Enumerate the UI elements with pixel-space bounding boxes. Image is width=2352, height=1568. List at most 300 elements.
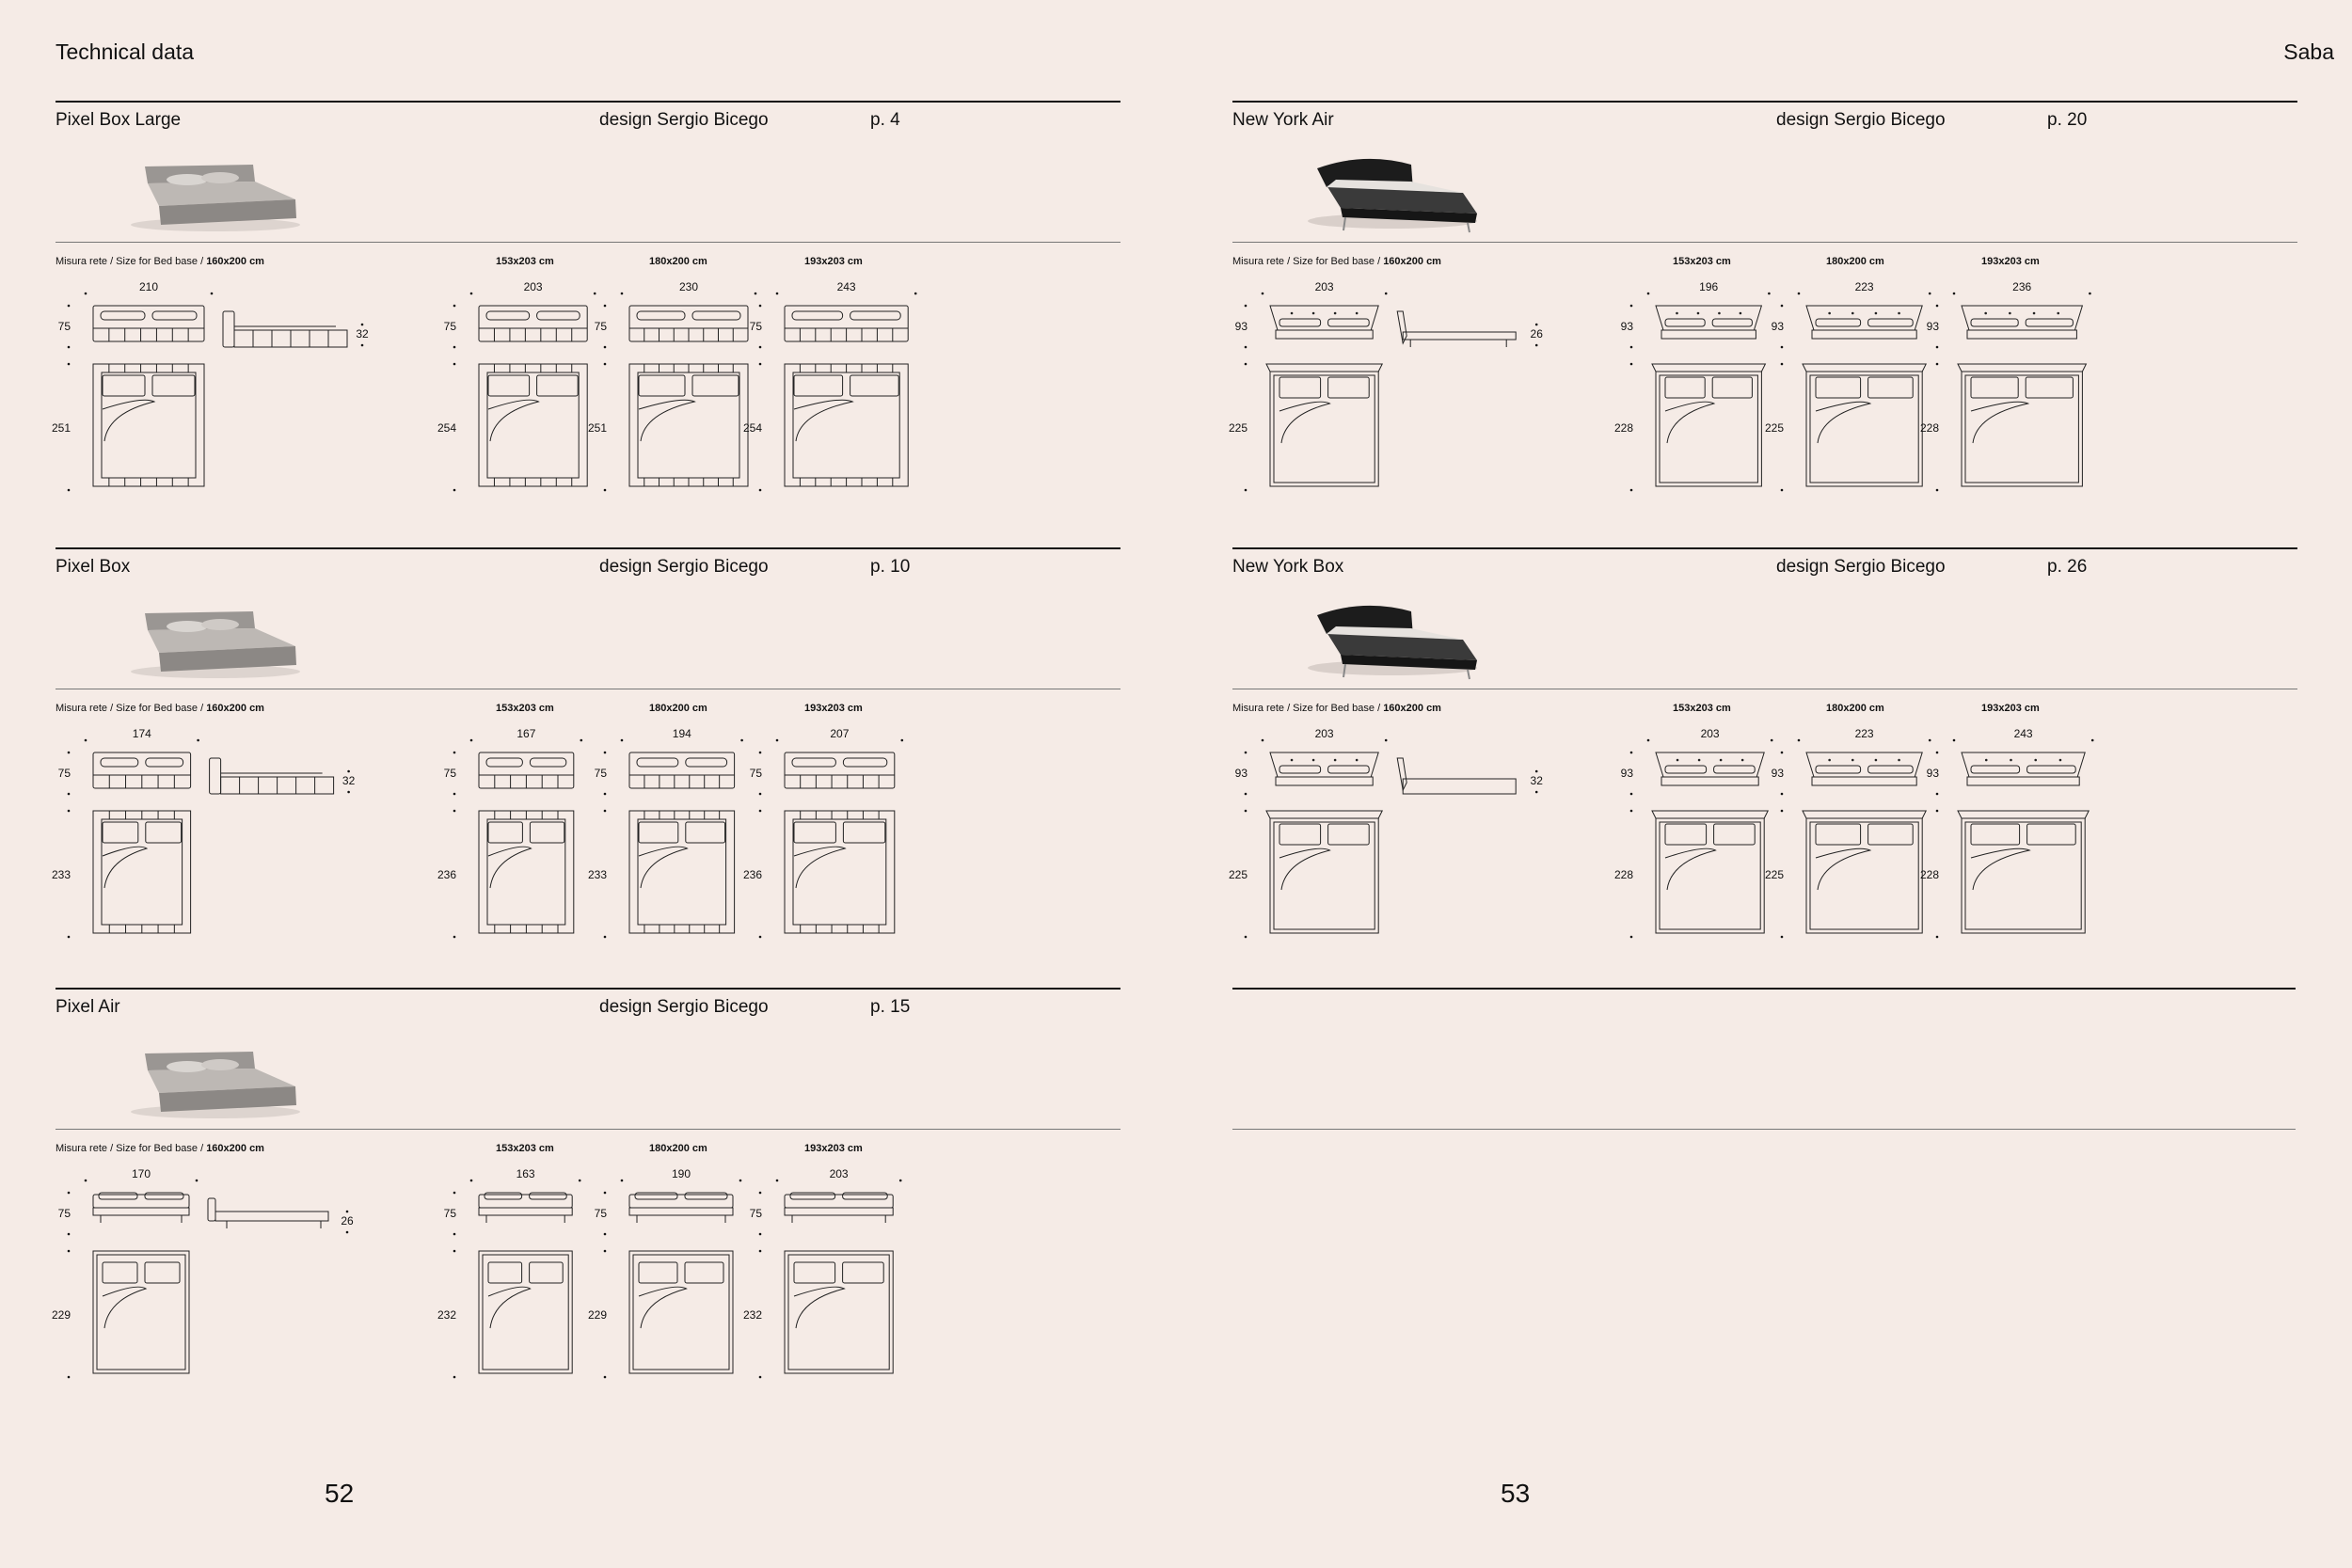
dimension-tick [1262, 739, 1264, 742]
dimension-tick [347, 791, 350, 794]
width-dimension: 167 [516, 727, 536, 740]
dimension-tick [1936, 346, 1939, 349]
product-photo [121, 1035, 310, 1119]
dimension-tick [759, 1250, 762, 1253]
width-dimension: 230 [678, 280, 699, 293]
size-note-prefix: Misura rete / Size for Bed base / [1232, 256, 1384, 267]
bed-photo [131, 165, 300, 231]
dimension-tick [604, 752, 607, 754]
dimension-tick [453, 936, 456, 939]
dimension-tick [1630, 363, 1633, 366]
height-dimension: 93 [1620, 767, 1633, 780]
size-variant-label: 193x203 cm [804, 1143, 863, 1154]
size-note-prefix: Misura rete / Size for Bed base / [1232, 703, 1384, 714]
empty-section-rule [1232, 988, 2296, 990]
length-dimension: 225 [1764, 421, 1784, 435]
designer-credit: design Sergio Bicego [599, 997, 769, 1017]
width-dimension: 163 [516, 1167, 535, 1180]
side-height-dimension: 32 [1530, 774, 1543, 787]
technical-drawings [51, 270, 1120, 552]
length-dimension: 225 [1228, 421, 1248, 435]
dimension-tick [68, 1250, 71, 1253]
plan-view-drawing [93, 1251, 189, 1373]
dimension-tick [1245, 346, 1248, 349]
size-note-value: 160x200 cm [1383, 256, 1441, 267]
plan-view-drawing [93, 364, 204, 486]
length-dimension: 236 [742, 868, 762, 881]
length-dimension: 251 [51, 421, 71, 435]
dimension-tick [759, 1233, 762, 1236]
height-dimension: 93 [1620, 320, 1633, 333]
dimension-tick [68, 489, 71, 492]
dimension-tick [759, 489, 762, 492]
dimension-tick [1245, 810, 1248, 813]
technical-drawings [1228, 717, 2297, 999]
dimension-tick [1630, 810, 1633, 813]
front-elevation-drawing [1270, 752, 1378, 785]
height-dimension: 93 [1234, 767, 1248, 780]
dimension-tick [1936, 305, 1939, 308]
dimension-tick [68, 810, 71, 813]
width-dimension: 243 [2013, 727, 2033, 740]
front-elevation-drawing [1806, 306, 1922, 339]
front-elevation-drawing [1656, 306, 1761, 339]
height-dimension: 75 [594, 767, 607, 780]
dimension-tick [453, 363, 456, 366]
dimension-tick [361, 324, 364, 326]
size-note-value: 160x200 cm [206, 256, 264, 267]
dimension-tick [1630, 305, 1633, 308]
bed-photo [1308, 606, 1477, 679]
dimension-tick [1385, 293, 1388, 295]
bed-photo [131, 1052, 300, 1118]
dimension-tick [2089, 293, 2091, 295]
size-note-prefix: Misura rete / Size for Bed base / [56, 256, 207, 267]
dimension-tick [594, 293, 596, 295]
dimension-tick [621, 293, 624, 295]
dimension-tick [899, 1180, 902, 1182]
dimension-tick [453, 810, 456, 813]
front-elevation-drawing [1270, 306, 1378, 339]
dimension-tick [580, 739, 583, 742]
designer-credit: design Sergio Bicego [1776, 110, 1946, 130]
height-dimension: 93 [1771, 320, 1784, 333]
size-note-value: 160x200 cm [1383, 703, 1441, 714]
dimension-tick [470, 293, 473, 295]
plan-view-drawing [629, 1251, 733, 1373]
size-variant-label: 153x203 cm [496, 256, 554, 267]
size-variant-label: 180x200 cm [1826, 256, 1884, 267]
dimension-tick [1936, 793, 1939, 796]
dimension-tick [759, 305, 762, 308]
dimension-tick [579, 1180, 581, 1182]
side-height-dimension: 32 [342, 774, 356, 787]
size-variant-label: 180x200 cm [1826, 703, 1884, 714]
height-dimension: 75 [57, 320, 71, 333]
page-number-left: 52 [325, 1479, 355, 1508]
dimension-tick [604, 793, 607, 796]
dimension-tick [1781, 305, 1784, 308]
dimension-tick [1535, 324, 1538, 326]
page-number-right: 53 [1501, 1479, 1531, 1508]
dimension-tick [604, 346, 607, 349]
dimension-tick [604, 810, 607, 813]
dimension-tick [755, 293, 757, 295]
bed-photo [1308, 159, 1477, 232]
dimension-tick [759, 1192, 762, 1195]
dimension-tick [68, 936, 71, 939]
product-photo [1298, 594, 1486, 679]
height-dimension: 93 [1771, 767, 1784, 780]
dimension-tick [1262, 293, 1264, 295]
width-dimension: 203 [829, 1167, 849, 1180]
product-section [51, 547, 1120, 990]
dimension-tick [1929, 739, 1931, 742]
dimension-tick [453, 1233, 456, 1236]
dimension-tick [1245, 363, 1248, 366]
size-note-value: 160x200 cm [206, 1143, 264, 1154]
page-reference: p. 4 [870, 110, 900, 130]
dimension-tick [621, 1180, 624, 1182]
dimension-tick [453, 489, 456, 492]
section-top-rule [56, 547, 1120, 549]
plan-view-drawing [1652, 811, 1768, 933]
side-elevation-drawing [1397, 311, 1516, 347]
product-title: Pixel Box Large [56, 110, 182, 130]
dimension-tick [85, 1180, 87, 1182]
dimension-tick [85, 739, 87, 742]
length-dimension: 228 [1613, 421, 1633, 435]
dimension-tick [759, 936, 762, 939]
section-divider [56, 1129, 1120, 1130]
size-note-value: 160x200 cm [206, 703, 264, 714]
height-dimension: 75 [443, 767, 456, 780]
size-variant-label: 193x203 cm [1981, 256, 2040, 267]
width-dimension: 203 [1314, 727, 1334, 740]
size-note [56, 256, 264, 267]
dimension-tick [1647, 739, 1650, 742]
dimension-tick [1535, 791, 1538, 794]
page-reference: p. 26 [2047, 557, 2088, 577]
front-elevation-drawing [479, 752, 574, 788]
height-dimension: 93 [1234, 320, 1248, 333]
dimension-tick [604, 1376, 607, 1379]
dimension-tick [197, 739, 199, 742]
plan-view-drawing [1266, 364, 1382, 486]
size-variant-label: 153x203 cm [496, 1143, 554, 1154]
plan-view-drawing [629, 364, 748, 486]
width-dimension: 203 [523, 280, 543, 293]
size-variant-label: 153x203 cm [1673, 703, 1731, 714]
dimension-tick [604, 489, 607, 492]
dimension-tick [1245, 752, 1248, 754]
dimension-tick [739, 1180, 742, 1182]
dimension-tick [1630, 936, 1633, 939]
height-dimension: 75 [57, 1207, 71, 1220]
dimension-tick [1245, 305, 1248, 308]
dimension-tick [347, 770, 350, 773]
length-dimension: 254 [437, 421, 456, 435]
plan-view-drawing [785, 811, 895, 933]
front-elevation-drawing [785, 752, 895, 788]
width-dimension: 194 [672, 727, 691, 740]
dimension-tick [1929, 293, 1931, 295]
technical-drawings [51, 1157, 1120, 1439]
width-dimension: 203 [1700, 727, 1720, 740]
empty-section-divider [1232, 1129, 2296, 1130]
dimension-tick [1781, 752, 1784, 754]
dimension-tick [1630, 346, 1633, 349]
dimension-tick [621, 739, 624, 742]
dimension-tick [196, 1180, 199, 1182]
product-photo [121, 594, 310, 679]
size-note [1232, 703, 1441, 714]
plan-view-drawing [629, 811, 735, 933]
dimension-tick [68, 752, 71, 754]
product-section [51, 988, 1120, 1430]
length-dimension: 254 [742, 421, 762, 435]
height-dimension: 75 [594, 320, 607, 333]
height-dimension: 75 [749, 320, 762, 333]
height-dimension: 75 [443, 1207, 456, 1220]
plan-view-drawing [1803, 364, 1926, 486]
plan-view-drawing [93, 811, 191, 933]
front-elevation-drawing [93, 752, 191, 788]
dimension-tick [361, 344, 364, 347]
product-title: Pixel Box [56, 557, 131, 577]
width-dimension: 223 [1854, 280, 1874, 293]
width-dimension: 223 [1854, 727, 1874, 740]
bed-photo [131, 611, 300, 678]
front-elevation-drawing [1806, 752, 1922, 785]
plan-view-drawing [1803, 811, 1926, 933]
dimension-tick [1781, 489, 1784, 492]
plan-view-drawing [479, 364, 587, 486]
length-dimension: 228 [1919, 421, 1939, 435]
front-elevation-drawing [785, 306, 908, 341]
dimension-tick [1936, 810, 1939, 813]
dimension-tick [1936, 363, 1939, 366]
page-reference: p. 20 [2047, 110, 2088, 130]
width-dimension: 170 [131, 1167, 151, 1180]
side-elevation-drawing [1397, 758, 1516, 794]
height-dimension: 75 [57, 767, 71, 780]
dimension-tick [1936, 936, 1939, 939]
plan-view-drawing [1958, 811, 2089, 933]
dimension-tick [776, 1180, 779, 1182]
section-divider [56, 242, 1120, 243]
dimension-tick [604, 363, 607, 366]
dimension-tick [453, 1192, 456, 1195]
width-dimension: 174 [132, 727, 151, 740]
product-section [1228, 547, 2297, 990]
height-dimension: 75 [749, 767, 762, 780]
dimension-tick [1953, 293, 1956, 295]
dimension-tick [776, 293, 779, 295]
dimension-tick [211, 293, 214, 295]
front-elevation-drawing [629, 752, 735, 788]
dimension-tick [1936, 752, 1939, 754]
dimension-tick [453, 305, 456, 308]
dimension-tick [2091, 739, 2094, 742]
front-elevation-drawing [1962, 752, 2085, 785]
technical-drawings [1228, 270, 2297, 552]
size-note [56, 703, 264, 714]
size-variant-label: 193x203 cm [804, 256, 863, 267]
dimension-tick [604, 1233, 607, 1236]
dimension-tick [759, 363, 762, 366]
dimension-tick [914, 293, 917, 295]
side-elevation-drawing [208, 1198, 328, 1228]
width-dimension: 203 [1314, 280, 1334, 293]
page-reference: p. 15 [870, 997, 911, 1017]
height-dimension: 75 [749, 1207, 762, 1220]
dimension-tick [1245, 793, 1248, 796]
width-dimension: 207 [830, 727, 850, 740]
dimension-tick [1771, 739, 1773, 742]
dimension-tick [740, 739, 743, 742]
dimension-tick [1245, 489, 1248, 492]
dimension-tick [470, 739, 473, 742]
dimension-tick [1647, 293, 1650, 295]
dimension-tick [453, 1376, 456, 1379]
length-dimension: 225 [1228, 868, 1248, 881]
size-variant-label: 180x200 cm [649, 256, 707, 267]
size-variant-label: 193x203 cm [1981, 703, 2040, 714]
designer-credit: design Sergio Bicego [1776, 557, 1946, 577]
dimension-tick [1798, 293, 1801, 295]
length-dimension: 232 [437, 1308, 456, 1322]
product-photo [121, 148, 310, 232]
dimension-tick [453, 793, 456, 796]
product-title: Pixel Air [56, 997, 120, 1017]
technical-drawings [51, 717, 1120, 999]
dimension-tick [1385, 739, 1388, 742]
dimension-tick [68, 1192, 71, 1195]
length-dimension: 229 [587, 1308, 607, 1322]
dimension-tick [1630, 752, 1633, 754]
dimension-tick [604, 1192, 607, 1195]
size-variant-label: 193x203 cm [804, 703, 863, 714]
front-elevation-drawing [1656, 752, 1764, 785]
dimension-tick [1781, 793, 1784, 796]
dimension-tick [1630, 793, 1633, 796]
dimension-tick [68, 793, 71, 796]
page-header-left: Technical data [56, 40, 195, 64]
dimension-tick [453, 752, 456, 754]
width-dimension: 196 [1699, 280, 1719, 293]
size-note-prefix: Misura rete / Size for Bed base / [56, 1143, 207, 1154]
front-elevation-drawing [479, 306, 587, 341]
product-photo [1298, 148, 1486, 232]
width-dimension: 210 [138, 280, 159, 293]
dimension-tick [1781, 810, 1784, 813]
dimension-tick [68, 363, 71, 366]
dimension-tick [346, 1211, 349, 1213]
product-title: New York Air [1232, 110, 1334, 130]
dimension-tick [68, 1233, 71, 1236]
length-dimension: 229 [51, 1308, 71, 1322]
dimension-tick [346, 1231, 349, 1234]
side-height-dimension: 26 [341, 1214, 354, 1227]
length-dimension: 236 [437, 868, 456, 881]
page-header-right: Saba [2283, 40, 2334, 64]
side-elevation-drawing [223, 311, 347, 347]
size-variant-label: 153x203 cm [496, 703, 554, 714]
dimension-tick [604, 305, 607, 308]
length-dimension: 232 [742, 1308, 762, 1322]
side-height-dimension: 32 [356, 327, 369, 341]
size-note-prefix: Misura rete / Size for Bed base / [56, 703, 207, 714]
dimension-tick [1535, 770, 1538, 773]
dimension-tick [68, 305, 71, 308]
plan-view-drawing [1652, 364, 1765, 486]
height-dimension: 75 [594, 1207, 607, 1220]
dimension-tick [776, 739, 779, 742]
dimension-tick [470, 1180, 473, 1182]
height-dimension: 93 [1926, 320, 1939, 333]
dimension-tick [85, 293, 87, 295]
size-variant-label: 180x200 cm [649, 703, 707, 714]
dimension-tick [1798, 739, 1801, 742]
dimension-tick [604, 936, 607, 939]
size-note [56, 1143, 264, 1154]
dimension-tick [1781, 363, 1784, 366]
size-note [1232, 256, 1441, 267]
front-elevation-drawing [1962, 306, 2082, 339]
dimension-tick [68, 346, 71, 349]
length-dimension: 228 [1613, 868, 1633, 881]
front-elevation-drawing [785, 1193, 893, 1223]
dimension-tick [1936, 489, 1939, 492]
side-elevation-drawing [210, 758, 334, 794]
product-section [51, 101, 1120, 543]
front-elevation-drawing [479, 1193, 572, 1223]
dimension-tick [1781, 936, 1784, 939]
dimension-tick [1630, 489, 1633, 492]
dimension-tick [759, 752, 762, 754]
dimension-tick [759, 810, 762, 813]
dimension-tick [1781, 346, 1784, 349]
section-top-rule [56, 101, 1120, 103]
designer-credit: design Sergio Bicego [599, 557, 769, 577]
dimension-tick [759, 1376, 762, 1379]
width-dimension: 243 [836, 280, 856, 293]
dimension-tick [68, 1376, 71, 1379]
designer-credit: design Sergio Bicego [599, 110, 769, 130]
dimension-tick [1535, 344, 1538, 347]
width-dimension: 190 [671, 1167, 691, 1180]
dimension-tick [1768, 293, 1771, 295]
product-title: New York Box [1232, 557, 1344, 577]
side-height-dimension: 26 [1530, 327, 1543, 341]
section-top-rule [1232, 101, 2297, 103]
dimension-tick [759, 346, 762, 349]
plan-view-drawing [479, 1251, 572, 1373]
size-variant-label: 153x203 cm [1673, 256, 1731, 267]
section-top-rule [56, 988, 1120, 990]
dimension-tick [604, 1250, 607, 1253]
length-dimension: 233 [587, 868, 607, 881]
front-elevation-drawing [93, 1193, 189, 1223]
length-dimension: 225 [1764, 868, 1784, 881]
plan-view-drawing [785, 1251, 893, 1373]
dimension-tick [901, 739, 904, 742]
dimension-tick [1953, 739, 1956, 742]
plan-view-drawing [1266, 811, 1382, 933]
page-reference: p. 10 [870, 557, 911, 577]
length-dimension: 228 [1919, 868, 1939, 881]
